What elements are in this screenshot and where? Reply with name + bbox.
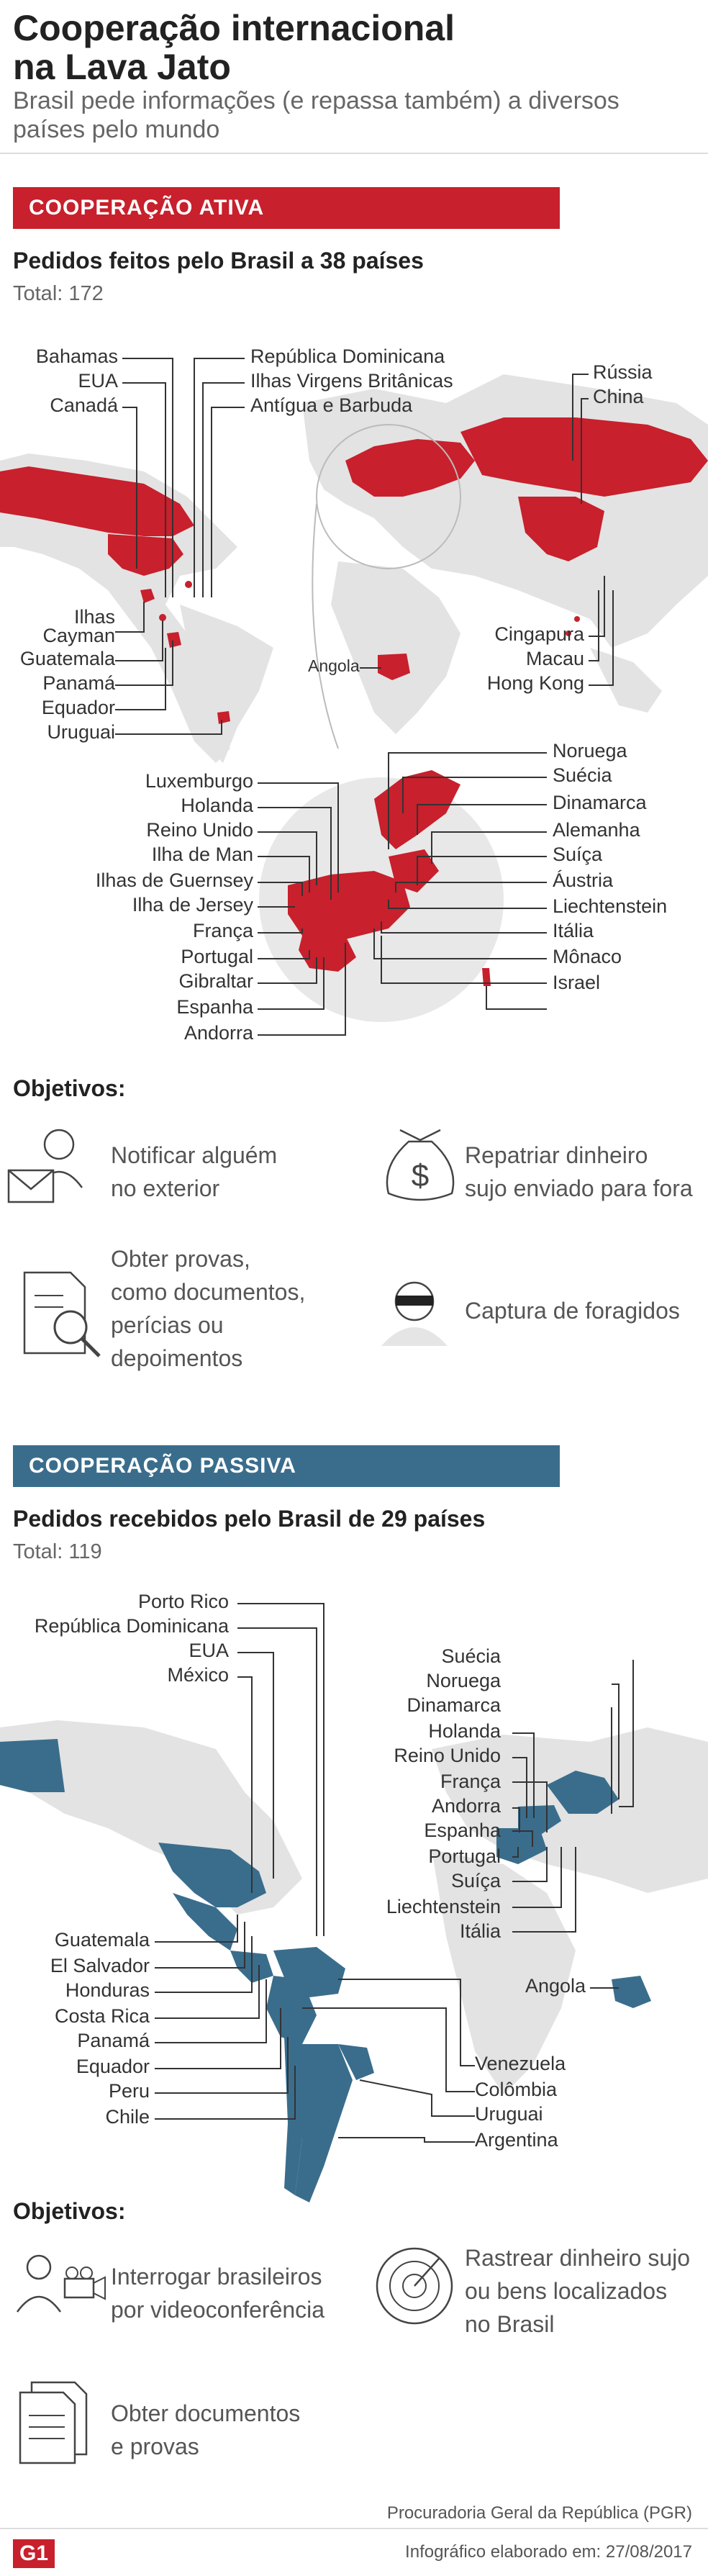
objective-notify: Notificar alguém no exterior <box>111 1142 278 1201</box>
passive-label-guatemala: Guatemala <box>54 1929 150 1951</box>
active-label-uruguai: Uruguai <box>47 721 115 743</box>
video-camera-icon <box>10 2243 111 2322</box>
passive-label-mexico: México <box>167 1664 229 1686</box>
active-label-alemanha: Alemanha <box>553 819 640 841</box>
active-label-noruega: Noruega <box>553 740 627 761</box>
active-label-reino-unido: Reino Unido <box>146 819 253 841</box>
footer-date: Infográfico elaborado em: 27/08/2017 <box>405 2542 692 2562</box>
passive-label-venezuela: Venezuela <box>475 2053 566 2074</box>
passive-label-equador: Equador <box>76 2056 150 2077</box>
passive-label-liechtenstein: Liechtenstein <box>386 1896 501 1917</box>
passive-label-costa-rica: Costa Rica <box>54 2005 150 2027</box>
passive-label-noruega: Noruega <box>426 1670 501 1691</box>
passive-label-uruguai: Uruguai <box>475 2103 543 2125</box>
passive-label-porto-rico: Porto Rico <box>137 1591 229 1612</box>
passive-label-holanda: Holanda <box>428 1720 501 1742</box>
passive-label-dinamarca: Dinamarca <box>407 1694 501 1716</box>
active-label-austria: Áustria <box>553 869 614 891</box>
passive-label-honduras: Honduras <box>65 1979 150 2001</box>
passive-label-espanha: Espanha <box>424 1820 501 1841</box>
passive-label-panama: Panamá <box>77 2030 150 2051</box>
passive-label-suecia: Suécia <box>441 1645 501 1667</box>
objective-documents: Obter documentos e provas <box>111 2400 301 2459</box>
active-label-franca: França <box>192 920 253 941</box>
objective-video: Interrogar brasileiros por videoconferência <box>111 2264 325 2323</box>
documents-icon <box>10 2375 104 2469</box>
passive-label-portugal: Portugal <box>428 1845 501 1867</box>
footer-divider <box>0 2528 708 2529</box>
active-label-suica: Suíça <box>553 844 603 865</box>
active-label-italia: Itália <box>553 920 594 941</box>
active-label-china: China <box>593 386 644 407</box>
page-title: Cooperação internacional na Lava Jato <box>13 8 455 87</box>
active-label-portugal: Portugal <box>181 946 253 967</box>
active-label-ilhas: Ilhas <box>73 606 115 628</box>
passive-label-peru: Peru <box>108 2080 150 2102</box>
active-band: COOPERAÇÃO ATIVA <box>13 187 560 229</box>
objective-repatriate: Repatriar dinheiro sujo enviado para fora <box>465 1142 693 1201</box>
radar-icon <box>367 2238 460 2332</box>
active-label-suecia: Suécia <box>553 764 612 786</box>
active-label-andorra: Andorra <box>183 1022 253 1044</box>
passive-heading: Pedidos recebidos pelo Brasil de 29 países <box>13 1506 486 1532</box>
passive-label-el-salvador: El Salvador <box>50 1955 150 1976</box>
passive-label-italia: Itália <box>459 1920 501 1942</box>
active-label-cingapura: Cingapura <box>494 623 584 645</box>
passive-total: Total: 119 <box>13 1540 102 1563</box>
active-label-guatemala: Guatemala <box>19 648 115 669</box>
active-objectives-heading: Objetivos: <box>13 1075 126 1101</box>
active-label-hong-kong: Hong Kong <box>486 672 584 694</box>
active-label-russia: Rússia <box>593 361 653 383</box>
active-total: Total: 172 <box>13 282 104 305</box>
active-label-guernsey: Ilhas de Guernsey <box>95 869 253 891</box>
active-label-jersey: Ilha de Jersey <box>132 894 253 916</box>
active-label-israel: Israel <box>553 972 601 993</box>
passive-label-rep-dominicana: República Dominicana <box>34 1615 229 1637</box>
passive-label-colombia: Colômbia <box>475 2079 558 2100</box>
passive-band: COOPERAÇÃO PASSIVA <box>13 1445 560 1487</box>
passive-objectives-heading: Objetivos: <box>13 2198 126 2224</box>
footer-source: Procuradoria Geral da República (PGR) <box>386 2503 692 2523</box>
envelope-person-icon <box>0 1116 115 1209</box>
active-label-angola: Angola <box>308 656 360 675</box>
passive-label-argentina: Argentina <box>475 2129 558 2151</box>
passive-label-andorra: Andorra <box>431 1795 501 1817</box>
active-label-espanha: Espanha <box>176 996 253 1018</box>
objective-capture: Captura de foragidos <box>465 1298 680 1324</box>
active-label-canada: Canadá <box>50 394 118 416</box>
svg-text:$: $ <box>411 1158 430 1193</box>
masked-person-icon <box>374 1271 460 1350</box>
active-label-dinamarca: Dinamarca <box>553 792 647 813</box>
objective-track: Rastrear dinheiro sujo ou bens localizados no Brasil <box>465 2245 691 2337</box>
active-label-cayman: Cayman <box>42 625 115 646</box>
page-subtitle: Brasil pede informações (e repassa também) a diversos países pelo mundo <box>13 87 620 143</box>
active-label-liechtenstein: Liechtenstein <box>553 895 668 917</box>
active-label-ilha-de-man: Ilha de Man <box>151 844 253 865</box>
active-label-eua: EUA <box>78 370 118 392</box>
passive-label-suica: Suíça <box>450 1870 501 1892</box>
active-label-bahamas: Bahamas <box>35 345 118 367</box>
passive-label-eua: EUA <box>189 1640 229 1661</box>
active-label-antigua: Antígua e Barbuda <box>250 394 413 416</box>
passive-label-chile: Chile <box>105 2106 150 2128</box>
active-heading: Pedidos feitos pelo Brasil a 38 países <box>13 248 424 274</box>
passive-label-reino-unido: Reino Unido <box>394 1745 501 1766</box>
active-label-macau: Macau <box>525 648 584 669</box>
active-label-holanda: Holanda <box>181 795 253 816</box>
active-label-monaco: Mônaco <box>553 946 622 967</box>
passive-label-angola: Angola <box>525 1975 586 1997</box>
active-label-panama: Panamá <box>42 672 115 694</box>
active-label-gibraltar: Gibraltar <box>178 970 253 992</box>
active-label-equador: Equador <box>41 697 115 718</box>
document-search-icon <box>10 1267 118 1368</box>
active-label-rep-dominicana: República Dominicana <box>250 345 445 367</box>
objective-evidence: Obter provas, como documentos, perícias ou depoimentos <box>111 1246 306 1371</box>
passive-label-franca: França <box>440 1771 501 1792</box>
active-label-luxemburgo: Luxemburgo <box>145 770 253 792</box>
money-bag-icon <box>367 1108 468 1216</box>
active-label-ilhas-virgens: Ilhas Virgens Britânicas <box>250 370 453 392</box>
g1-logo: G1 <box>13 2539 55 2568</box>
